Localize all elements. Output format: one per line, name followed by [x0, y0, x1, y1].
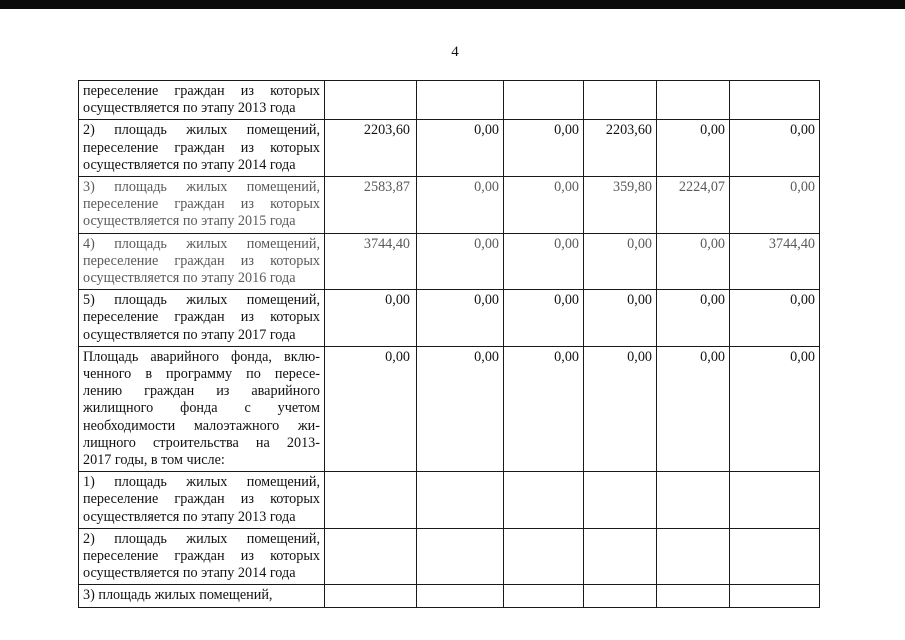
row-label-cell	[79, 528, 325, 585]
value-cell: 0,00	[730, 346, 820, 471]
row-label-line: необходимости малоэтажного жи-	[83, 417, 320, 434]
row-label-line: переселение граждан из которых	[83, 196, 320, 213]
table-row	[79, 290, 820, 347]
row-label-cell	[79, 472, 325, 529]
value-cell: 3744,40	[325, 233, 417, 290]
row-label-line: ченного в программу по пересе-	[83, 366, 320, 383]
value-cell	[730, 585, 820, 607]
value-cell: 0,00	[504, 120, 584, 177]
value-cell	[504, 585, 584, 607]
row-label-line: переселение граждан из которых	[83, 252, 320, 269]
value-cell	[417, 528, 504, 585]
row-label-line: 1) площадь жилых помещений,	[83, 474, 320, 491]
data-table	[78, 80, 820, 608]
value-cell	[417, 81, 504, 120]
table-row	[79, 177, 820, 234]
row-label-line: 2) площадь жилых помещений,	[83, 530, 320, 547]
row-label-line: переселение граждан из которых	[83, 309, 320, 326]
row-label-cell	[79, 120, 325, 177]
value-cell	[730, 81, 820, 120]
row-label-line: осуществляется по этапу 2015 года	[83, 213, 296, 230]
value-cell: 2203,60	[584, 120, 657, 177]
value-cell: 0,00	[417, 346, 504, 471]
value-cell: 0,00	[504, 346, 584, 471]
value-cell: 0,00	[730, 290, 820, 347]
table-row	[79, 120, 820, 177]
value-cell	[657, 585, 730, 607]
value-cell: 0,00	[417, 120, 504, 177]
value-cell	[417, 472, 504, 529]
value-cell: 0,00	[417, 233, 504, 290]
value-cell: 2583,87	[325, 177, 417, 234]
row-label-cell	[79, 81, 325, 120]
row-label-line: лищного строительства на 2013-	[83, 434, 320, 451]
value-cell: 0,00	[325, 346, 417, 471]
value-cell: 0,00	[657, 346, 730, 471]
table-row	[79, 528, 820, 585]
row-label-cell	[79, 177, 325, 234]
value-cell	[584, 585, 657, 607]
row-label-cell	[79, 346, 325, 471]
row-label-line: переселение граждан из которых	[83, 491, 320, 508]
value-cell	[504, 81, 584, 120]
row-label-cell	[79, 233, 325, 290]
value-cell	[325, 81, 417, 120]
value-cell: 2203,60	[325, 120, 417, 177]
value-cell: 2224,07	[657, 177, 730, 234]
value-cell: 0,00	[730, 177, 820, 234]
row-label-cell	[79, 585, 325, 607]
value-cell	[417, 585, 504, 607]
row-label-line: жилищного фонда с учетом	[83, 400, 320, 417]
value-cell: 0,00	[504, 233, 584, 290]
row-label-line: осуществляется по этапу 2014 года	[83, 565, 296, 582]
row-label-line: осуществляется по этапу 2013 года	[83, 508, 296, 525]
row-label-line: переселение граждан из которых	[83, 139, 320, 156]
row-label-line: 5) площадь жилых помещений,	[83, 292, 320, 309]
row-label-line: лению граждан из аварийного	[83, 383, 320, 400]
value-cell	[504, 472, 584, 529]
value-cell: 0,00	[325, 290, 417, 347]
page-number: 4	[451, 44, 459, 60]
table-row	[79, 585, 820, 607]
row-label-cell	[79, 290, 325, 347]
value-cell	[584, 81, 657, 120]
value-cell	[325, 472, 417, 529]
value-cell: 0,00	[584, 290, 657, 347]
value-cell	[730, 472, 820, 529]
value-cell	[730, 528, 820, 585]
table-row	[79, 233, 820, 290]
value-cell	[584, 472, 657, 529]
value-cell: 0,00	[657, 233, 730, 290]
value-cell: 0,00	[417, 177, 504, 234]
row-label-line: осуществляется по этапу 2016 года	[83, 270, 296, 287]
value-cell: 0,00	[730, 120, 820, 177]
row-label-line: 2) площадь жилых помещений,	[83, 122, 320, 139]
row-label-line: переселение граждан из которых	[83, 548, 320, 565]
value-cell	[657, 528, 730, 585]
value-cell	[504, 528, 584, 585]
value-cell: 0,00	[504, 290, 584, 347]
row-label-line: переселение граждан из которых	[83, 83, 320, 99]
value-cell	[657, 472, 730, 529]
value-cell: 0,00	[504, 177, 584, 234]
row-label-line: 2017 годы, в том числе:	[83, 452, 225, 469]
table-row	[79, 472, 820, 529]
row-label-line: 3) площадь жилых помещений,	[83, 587, 273, 604]
value-cell: 0,00	[657, 120, 730, 177]
row-label-line: Площадь аварийного фонда, вклю-	[83, 348, 320, 365]
value-cell: 0,00	[657, 290, 730, 347]
value-cell	[325, 585, 417, 607]
row-label-line: осуществляется по этапу 2013 года	[83, 100, 296, 117]
value-cell: 0,00	[584, 233, 657, 290]
value-cell: 359,80	[584, 177, 657, 234]
table-row	[79, 346, 820, 471]
value-cell	[584, 528, 657, 585]
value-cell	[325, 528, 417, 585]
value-cell: 0,00	[417, 290, 504, 347]
row-label-line: 4) площадь жилых помещений,	[83, 235, 320, 252]
row-label-line: осуществляется по этапу 2017 года	[83, 326, 296, 343]
value-cell: 3744,40	[730, 233, 820, 290]
table-row	[79, 81, 820, 120]
row-label-line: 3) площадь жилых помещений,	[83, 179, 320, 196]
value-cell	[657, 81, 730, 120]
scan-top-edge	[0, 0, 905, 9]
row-label-line: осуществляется по этапу 2014 года	[83, 156, 296, 173]
value-cell: 0,00	[584, 346, 657, 471]
